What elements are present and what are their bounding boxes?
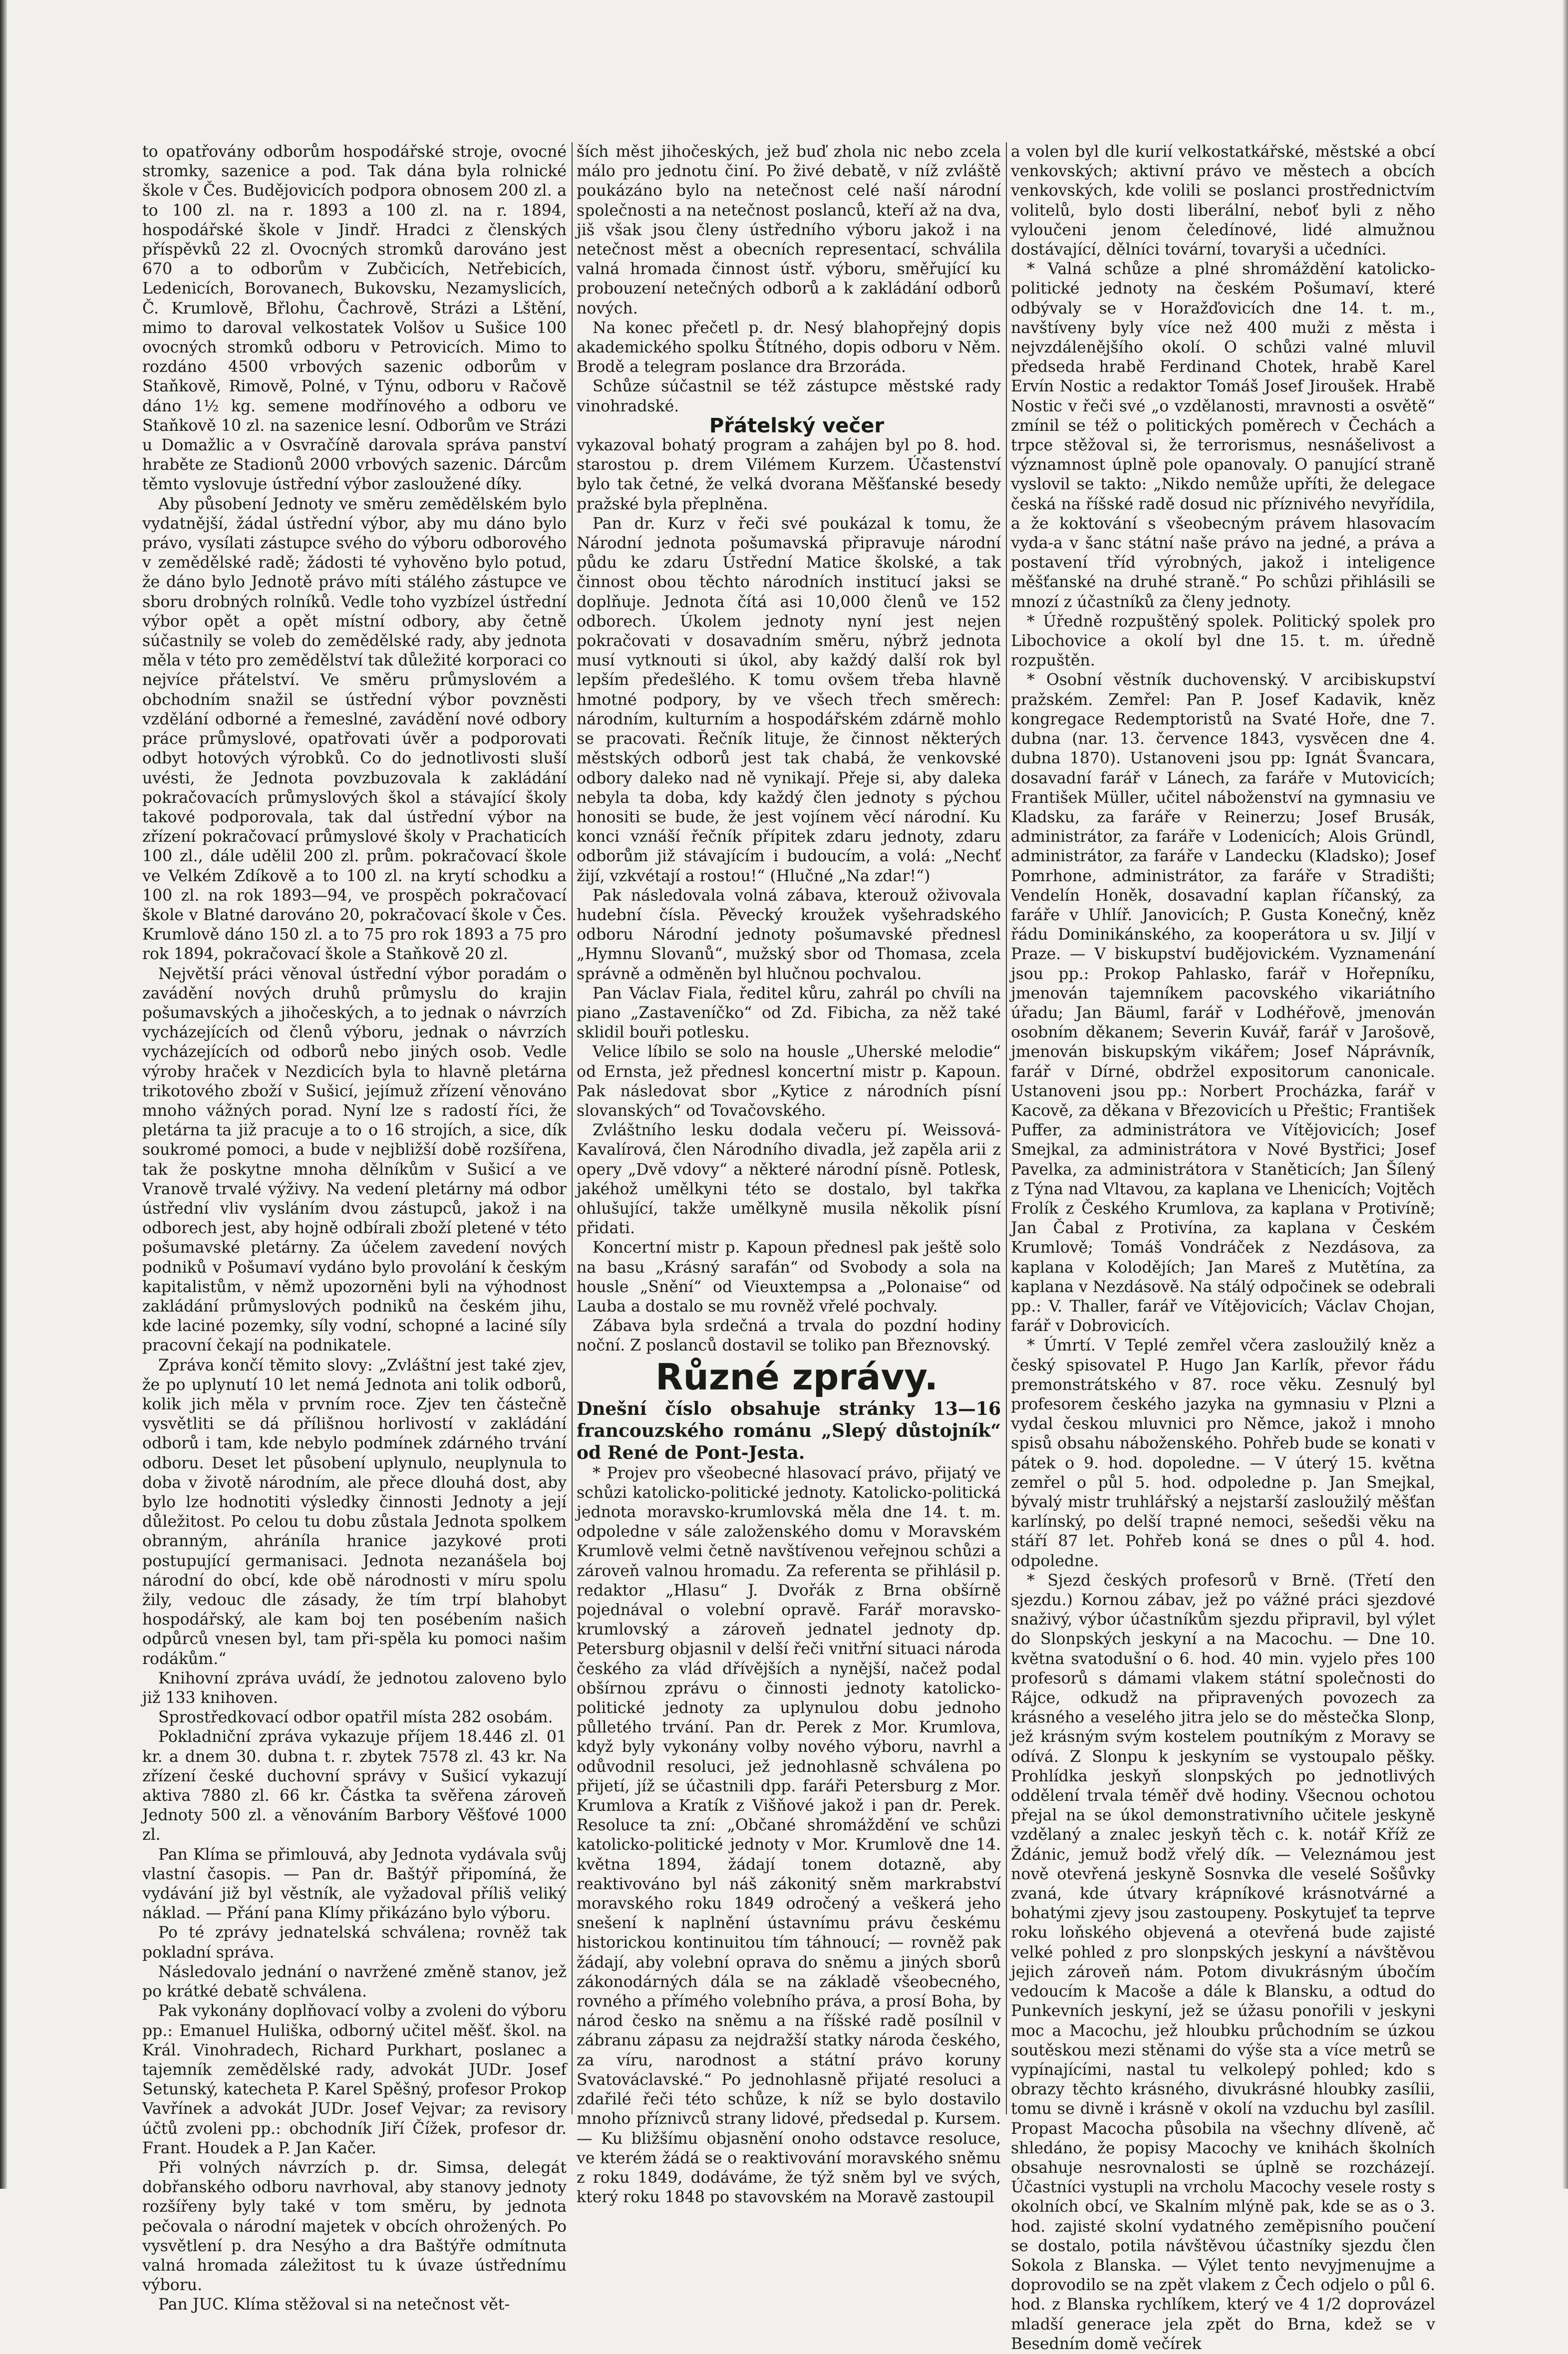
- scan-edge-right: [1563, 0, 1568, 2189]
- paragraph: Na konec přečetl p. dr. Nesý blahopřejný dopis akademického spolku Štítného, dopis odboru v Něm. Brodě a telegram poslance dra Brzoráda.: [577, 319, 1001, 376]
- paragraph: * Projev pro všeobecné hlasovací právo, přijatý ve schůzi katolicko-politické jednoty. Katolicko-politická jednota moravsko-krumlovská měla dne 14. t. m. odpoledne v sále založenského domu v Moravském Krumlově velmi četně navštívenou veřejnou schůzi a zároveň valnou hromadu. Za referenta se přihlásil p. redaktor „Hlasu“ J. Dvořák z Brna obšírně pojednával o volební opravě. Farář moravsko-krumlovský a zároveň jednatel jednoty dp. Petersburg objasnil v delší řeči vnitřní situaci národa českého za vlád dřívějších a nynější, načež podal obšírnou zprávu o činnosti jednoty katolicko-politické jednoty za uplynulou dobu jednoho půlletého trvání. Pan dr. Perek z Mor. Krumlova, když byly vykonány volby nového výboru, navrhl a odůvodnil resoluci, jež jednohlasně schválena po přijetí, jíž se účastnili dpp. faráři Petersburg z Mor. Krumlova a Kratík z Višňové jakož i pan dr. Perek. Resoluce ta zní: „Občané shromáždění ve schůzi katolicko-politické jednoty v Mor. Krumlově dne 14. května 1894, žádají tonem dotazně, aby reaktivováno byl náš zákonitý sněm markrabství moravského roku 1849 odročený a veškerá jeho snešení k naplnění ústavnímu právu českému historickou kontinuitou tím táhnoucí; — rovněž pak žádají, aby volební oprava do sněmu a jiných sborů zákonodárných dála se na základě všeobecného, rovného a přímého volebního práva, a prosí Boha, by národ česko na sněmu a na říšské radě posílnil v zábranu zápasu za nejdražší statky národa českého, za víru, narodnost a státní právo koruny Svatováclavské.“ Po jednohlasně přijaté resoluci a zdařilé řeči této schůze, k níž se bylo dostavilo mnoho příznivců strany lidové, předsedal p. Kursem. — Ku bližšímu objasnění onoho odstavce resoluce, ve kterém žádá se o reaktivování moravského sněmu z roku 1849, dodáváme, že týž sněm byl ve svých, který roku 1848 po stavovském na Moravě zastoupil: [577, 1464, 1001, 2207]
- paragraph: Sprostředkovací odbor opatřil místa 282 osobám.: [158, 1708, 553, 1727]
- paragraph: * Valná schůze a plné shromáždění katolicko-politické jednoty na českém Pošumaví, které odbývaly se v Horažďovicích dne 14. t. m., navštíveny byly více než 400 muži z města i nejvzdálenějšího okolí. O schůzi valné mluvil předseda hrabě Ferdinand Chotek, hrabě Karel Ervín Nostic a redaktor Tomáš Josef Jiroušek. Hrabě Nostic v řeči své „o vzdělanosti, mravnosti a osvětě“ zmínil se též o politických poměrech v Čechách a trpce stěžoval si, že terrorismus, nesnášelivost a významnost úplně pole opanovaly. O panující straně vyslovil se takto: „Nikdo nemůže upříti, že delegace česká na říšské radě dosud nic příznivého nevyřídila, a že koktování s všeobecným právem hlasovacím vyda-a v šanc státní naše právo na jedné, a práva a postavení tříd výrobných, jakož i inteligence měšťanské na druhé straně.“ Po schůzi přihlásili se mnozí z účastníků za členy jednoty.: [1011, 260, 1435, 611]
- paragraph: Schůze súčastnil se též zástupce městské rady vinohradské.: [577, 377, 1001, 415]
- paragraph: Pan Klíma se přimlouvá, aby Jednota vydávala svůj vlastní časopis. — Pan dr. Baštýř připomíná, že vydávání již byl věstník, ale vyžadoval příliš veliký náklad. — Přání pana Klímy přikázáno bylo výboru.: [142, 1845, 567, 1923]
- paragraph: * Osobní věstník duchovenský. V arcibiskupství pražském. Zemřel: Pan P. Josef Kadavik, kněz kongregace Redemptoristů na Svaté Hoře, dne 7. dubna (nar. 13. července 1843, vysvěcen dne 4. dubna 1870). Ustanoveni jsou pp: Ignát Švancara, dosavadní farář v Lánech, za faráře v Mutovicích; František Müller, učitel náboženství na gymnasiu ve Kladsku, za faráře v Reinerzu; Josef Brusák, administrátor, za faráře v Lodenicích; Alois Gründl, administrátor, za faráře v Landecku (Kladsko); Josef Pomrhone, administrátor, za faráře v Stradišti; Vendelín Honěk, dosavadní kaplan říčanský, za faráře v Uhlíř. Janovicích; P. Gusta Konečný, kněz řádu Dominikánského, za kooperátora u sv. Jiljí v Praze. — V biskupství budějovickém. Vyznamenání jsou pp.: Prokop Pahlasko, farář v Hořepníku, jmenován tajemníkem pacovského vikariátního úřadu; Jan Bäuml, farář v Lodhéřově, jmenován osobním děkanem; Severin Kuvář, farář v Jarošově, jmenován biskupským vikářem; Josef Náprávník, farář v Dírné, obdržel expositorum canonicale. Ustanoveni jsou pp.: Norbert Procházka, farář v Kacově, za děkana v Březovicích u Přeštic; František Puffer, za administrátora ve Vítějovicích; Josef Smejkal, za administrátora v Nové Bystřici; Josef Pavelka, za administrátora v Staněticích; Jan Šílený z Týna nad Vltavou, za kaplana ve Lhenicích; Vojtěch Frolík z Českého Krumlova, za kaplana v Protivíně; Jan Čabal z Protivína, za kaplana v Českém Krumlově; Tomáš Vondráček z Nezdásova, za kaplana v Kolodějích; Jan Mareš z Mutětína, za kaplana v Nezdásově. Na stálý odpočinek se odebrali pp.: V. Thaller, farář ve Vítějovicích; Václav Chojan, farář v Dobrovicích.: [1011, 671, 1435, 1336]
- column-rule-2: [1006, 142, 1007, 2114]
- paragraph: Následovalo jednání o navržené změně stanov, jež po krátké debatě schválena.: [142, 1963, 567, 2001]
- paragraph: a volen byl dle kurií velkostatkářské, městské a obcí venkovských; aktivní právo ve městech a obcích venkovských, kde volili se poslanci prostřednictvím volitelů, bylo dosti liberální, neboť byli z něho vyloučeni jenom čeledínové, lidé almužnou dostávající, dělníci tovární, tovaryši a učedníci.: [1011, 143, 1435, 259]
- paragraph: Po té zprávy jednatelská schválena; rovněž tak pokladní správa.: [142, 1924, 567, 1962]
- paragraph: Při volných návrzích p. dr. Simsa, delegát dobřanského odboru navrhoval, aby stanovy jednoty rozšířeny byly také v tom směru, by jednota pečovala o národní majetek v obcích ohrožených. Po vysvětlení p. dra Nesýho a dra Baštýře odmítnuta valná hromada záležitost tu k úvaze ústřednímu výboru.: [142, 2158, 567, 2295]
- paragraph: ších měst jihočeských, jež buď zhola nic nebo zcela málo pro jednotu činí. Po živé debatě, v níž zvláště poukázáno bylo na netečnost celé naší národní společnosti a na netečnost poslanců, kteří až na dva, jiš však jsou členy ústředního výboru jakož i na netečnost měst a obecních representací, schválila valná hromada činnost ústř. výboru, směřující ku probouzení netečných odborů a k zakládání odborů nových.: [577, 143, 1001, 318]
- column-rule-1: [572, 142, 573, 2114]
- column-1: [142, 142, 567, 2314]
- news-intro: Dnešní číslo obsahuje stránky 13—16 francouzského románu „Slepý důstojník“ od René de Pont-Jesta.: [577, 1398, 1001, 1463]
- section-heading-news: Různé zprávy.: [655, 1355, 938, 1398]
- paragraph: Velice líbilo se solo na housle „Uherské melodie“ od Ernsta, jež přednesl koncertní mistr p. Kapoun. Pak následovat sbor „Kytice z národních písní slovanských“ od Tovačovského.: [577, 1043, 1001, 1120]
- paragraph: Pan dr. Kurz v řeči své poukázal k tomu, že Národní jednota pošumavská připravuje národní půdu ke zdaru Ústřední Matice školské, a tak činnost obou těchto národních institucí jaksi se doplňuje. Jednota čítá asi 10,000 členů ve 152 odborech. Úkolem jednoty nyní jest nejen pokračovati v dosavadním směru, nýbrž jednota musí vytknouti si úkol, aby každý další rok byl lepším předešlého. K tomu ovšem třeba hlavně hmotné podpory, by ve všech třech směrech: národním, kulturním a hospodářském zdárně mohlo se pracovati. Řečník lituje, že činnost některých městských odborů jest tak chabá, že venkovské odbory daleko nad ně vynikají. Přeje si, aby daleka nebyla ta doba, kdy každý člen jednoty s pýchou honositi se bude, že jest vojínem věcí národní. Ku konci vznáší řečník přípitek zdaru jednoty, zdaru odborům již stávajícím i budoucím, a volá: „Nechť žijí, vzkvétají a rostou!“ (Hlučné „Na zdar!“): [577, 514, 1001, 885]
- scan-edge-left: [0, 0, 7, 2189]
- column-3: [1011, 142, 1435, 2353]
- paragraph: Pokladniční zpráva vykazuje příjem 18.446 zl. 01 kr. a dnem 30. dubna t. r. zbytek 7578 zl. 43 kr. Na zřízení české duchovní správy v Sušicí vykazují aktiva 7880 zl. 66 kr. Částka ta svěřena zároveň Jednoty 500 zl. a věnováním Barbory Věšťové 1000 zl.: [142, 1728, 567, 1844]
- paragraph: Aby působení Jednoty ve směru zemědělském bylo vydatnější, žádal ústřední výbor, aby mu dáno bylo právo, vysílati zástupce svého do výboru odborového v zemědělské radě; žádosti té vyhověno bylo potud, že dáno bylo Jednotě právo míti stálého zástupce ve sboru drobných rolníků. Vedle toho vyzbízel ústřední výbor opět a opět místní odbory, aby četně súčastnily se voleb do zemědělské rady, aby jednota měla v této pro zemědělství tak důležité korporaci co nejvíce přátelství. Ve směru průmyslovém a obchodním snažil se ústřední výbor povzněsti vzdělání odborné a řemeslné, zavádění nové odbory práce průmyslové, opatřovati úvěr a podporovati odbyt hotových výrobků. Co do jednotlivosti sluší uvésti, že Jednota povzbuzovala k zakládání pokračovacích průmyslových škol a stávající školy takové podporovala, tak dal ústřední výbor na zřízení pokračovací průmyslové školy v Prachaticích 100 zl., dále udělil 200 zl. prům. pokračovací škole ve Velkém Zdíkově a to 100 zl. na krytí schodku a 100 zl. na rok 1893—94, ve prospěch pokračovací škole v Blatné darováno 20, pokračovací škole v Čes. Krumlově dáno 150 zl. a to 75 pro rok 1893 a 75 pro rok 1894, pokračovací škole a Staňkově 20 zl.: [142, 495, 567, 964]
- paragraph: Zábava byla srdečná a trvala do pozdní hodiny noční. Z poslanců dostavil se toliko pan Březnovský.: [577, 1317, 1001, 1355]
- newspaper-page: [142, 142, 1440, 2353]
- column-2: [577, 142, 1001, 2207]
- paragraph: Knihovní zpráva uvádí, že jednotou zaloveno bylo již 133 knihoven.: [142, 1669, 567, 1707]
- paragraph: Pan Václav Fiala, ředitel kůru, zahrál po chvíli na piano „Zastaveníčko“ od Zd. Fibicha, za něž také sklidil bouři potlesku.: [577, 984, 1001, 1042]
- section-heading-friendly-evening: Přátelský večer: [709, 414, 885, 437]
- paragraph: Největší práci věnoval ústřední výbor poradám o zavádění nových druhů průmyslu do krajin pošumavských a jihočeských, a to jednak o návrzích vycházejících od členů výboru, jednak o návrzích vycházejících od odborů nebo jiných osob. Vedle výroby hraček v Nezdicích byla to hlavně pletárna trikotového zboží v Sušicí, jejímuž zřízení věnováno mnoho vážných porad. Nyní lze s radostí říci, že pletárna ta již pracuje a to o 16 strojích, a sice, dík soukromé pomoci, a bude v nejbližší době rozšířena, tak že poskytne mnoha dělníkům v Sušicí a ve Vranově trvalé výživy. Na vedení pletárny má odbor ústřední vliv vysláním dvou zástupců, jakož i na odborech jest, aby hojně odbírali zboží pletené v této pošumavské pletárny. Za účelem zavedení nových podniků v Pošumaví vydáno bylo provolání k českým kapitalistům, v němž upozorněni byli na výhodnost zakládání průmyslových podniků na českém jihu, kde laciné pozemky, síly vodní, schopné a laciné síly pracovní čekají na podnikatele.: [142, 965, 567, 1355]
- paragraph: Koncertní mistr p. Kapoun přednesl pak ještě solo na basu „Krásný sarafán“ od Svobody a sola na housle „Snění“ od Vieuxtempsa a „Polonaise“ od Lauba a dostalo se mu rovněž vřelé pochvaly.: [577, 1239, 1001, 1316]
- paragraph: Zvláštního lesku dodala večeru pí. Weissová-Kavalírová, člen Národního divadla, jež zapěla arii z opery „Dvě vdovy“ a některé národní písně. Potlesk, jakéhož umělkyni této se dostalo, byl takřka ohlušující, takže umělkyně musila několik písní přidati.: [577, 1121, 1001, 1238]
- paragraph: to opatřovány odborům hospodářské stroje, ovocné stromky, sazenice a pod. Tak dána byla rolnické škole v Čes. Budějovicích podpora obnosem 200 zl. a to 100 zl. na r. 1893 a 100 zl. na r. 1894, hospodářské škole v Jindř. Hradci z členských příspěvků 22 zl. Ovocných stromků darováno jest 670 a to odborům v Zubčicích, Netřebicích, Ledenicích, Borovanech, Bukovsku, Nezamyslicích, Č. Krumlově, Břlohu, Čachrově, Strázi a Lštění, mimo to daroval velkostatek Volšov u Sušice 100 ovocných stromků odboru v Petrovicích. Mimo to rozdáno 4500 vrbových sazenic odborům v Staňkově, Rimově, Polné, v Týnu, odboru v Račově dáno 1½ kg. semene modřínového a odboru ve Staňkově 10 zl. na sazenice lesní. Odborům ve Strázi u Domažlic a v Osvračíně darovala správa panství hraběte ze Stadionů 2000 vrbových sazenic. Dárcům těmto vyslovuje ústřední výbor zasloužené díky.: [142, 143, 567, 494]
- paragraph: Pak vykonány doplňovací volby a zvoleni do výboru pp.: Emanuel Huliška, odborný učitel měšť. škol. na Král. Vinohradech, Richard Purkhart, poslanec a tajemník zemědělské rady, advokát JUDr. Josef Setunský, katecheta P. Karel Spěšný, profesor Prokop Vavřínek a advokát JUDr. Josef Vejvar; za revisory účtů zvoleni pp.: obchodník Jiří Čížek, profesor dr. Frant. Houdek a P. Jan Kačer.: [142, 2002, 567, 2157]
- paragraph: Zpráva končí těmito slovy: „Zvláštní jest také zjev, že po uplynutí 10 let nemá Jednota ani tolik odborů, kolik jich měla v prvním roce. Zjev ten částečně vysvětliti se dá přílišnou horlivostí v zakládání odborů i tam, kde nebylo podmínek zdárného trvání odboru. Deset let působení uplynulo, neuplynula to doba v životě národním, ale přece dlouhá dost, aby bylo lze hodnotiti výsledky činnosti Jednoty a její důležitost. Po celou tu dobu zůstala Jednota spolkem obranným, ahráníla hranice jazykové proti postupující germanisaci. Jednota nezanášela boj národní do obcí, kde obě národnosti v míru spolu žily, vedouc dle zásady, že tím trpí blahobyt hospodářský, ale kam boj ten posébením našich odpůrců vnesen byl, tam při-spěla ku pomoci našim rodákům.“: [142, 1356, 567, 1668]
- paragraph: vykazoval bohatý program a zahájen byl po 8. hod. starostou p. drem Vilémem Kurzem. Účastenství bylo tak četné, že velká dvorana Měšťanské besedy pražské byla přeplněna.: [577, 436, 1001, 513]
- paragraph: * Úmrtí. V Teplé zemřel včera zasloužilý kněz a český spisovatel P. Hugo Jan Karlík, převor řádu premonstrátského v 87. roce věku. Zesnulý byl profesorem českého jazyka na gymnasiu v Plzni a vydal českou mluvnici pro Němce, jakož i mnoho spisů obsahu náboženského. Pohřeb bude se konati v pátek o 9. hod. dopoledne. — V úterý 15. května zemřel o půl 5. hod. odpoledne p. Jan Smejkal, bývalý mistr truhlářský a nejstarší zasloužilý měšťan karlínský, po delší trapné nemoci, sešedši věku na stáří 87 let. Pohřeb koná se dnes o půl 4. hod. odpoledne.: [1011, 1337, 1435, 1570]
- paragraph: * Sjezd českých profesorů v Brně. (Třetí den sjezdu.) Kornou zábav, jež po vážné práci sjezdové snaživý, výbor účastníkům sjezdu připravil, byl výlet do Slonpských jeskyní a na Macochu. — Dne 10. května svatodušní o 6. hod. 40 min. vyjelo přes 100 profesorů s dámami vlakem státní společnosti do Rájce, odkudž na připravených povozech za krásného a veselého jitra jelo se do městečka Slonp, jež krásným svým kostelem poutníkým z Moravy se odívá. Z Slonpu k jeskyním se vystoupalo pěšky. Prohlídka jeskyň slonpských po jednotlivých oddělení trvala téměř dvě hodiny. Všecnou ochotou přejal na se úkol demonstrativního učitele jeskyně vzdělaný a znalec jeskyň těch c. k. notář Kříž ze Ždánic, jemuž bodž vřelý dík. — Veleznámou jest nově otevřená jeskyně Sosnvka dle veselé Sošůvky zvaná, kde útvary krápníkové krásnotvárné a bohatými zjevy jsou zastoupeny. Poskytujeť ta teprve roku loňského objevená a otevřená bude zajisté velké pohled z pro slonpských jeskyní a návštěvou jejich zároveň nám. Potom divukrásným úbočím vedoucím k Macoše a dále k Blansku, a odtud do Punkevních jeskyní, jež se úžasu ponořili v jeskyni moc a Macochu, jež hloubku průchodním se úzkou soutěskou mezi stěnami do výše sta a více metrů se vypínajícími, nastal tu velkolepý pohled; kdo s obrazy těchto krásného, divukrásné hloubky zasílii, tomu se divně i krásně v okolí na vzduchu byl zasílil. Propast Macocha působila na všechny dlíveně, ač shledáno, že popisy Macochy ve knihách školních obsahuje nesrovnalosti se úplně se rozcházejí. Účastníci vystupli na vrcholu Macochy vesele rosty s okolních obcí, ve Skalním mlýně pak, kde se as o 3. hod. zajisté skolní vydatného zeměpisního poučení se dostalo, potila návštěvou účastníky sjezdu člen Sokola z Blanska. — Výlet tento nevyjmenujme a doprovodilo se na zpět vlakem z Čech odjelo o půl 6. hod. z Blanska rychlíkem, který ve 4 1/2 doprovázel mladší generace jela zpět do Brna, kdež se v Besedním domě večírek: [1011, 1571, 1435, 2353]
- paragraph: Pak následovala volná zábava, kterouž oživovala hudební čísla. Pěvecký kroužek vyšehradského odboru Národní jednoty pošumavské přednesl „Hymnu Slovanů“, mužský sbor od Thomasa, zcela správně a odměněn byl hlučnou pochvalou.: [577, 886, 1001, 983]
- paragraph: Pan JUC. Klíma stěžoval si na netečnost vět-: [158, 2296, 510, 2314]
- paragraph: * Úředně rozpuštěný spolek. Politický spolek pro Libochovice a okolí byl dne 15. t. m. úředně rozpuštěn.: [1011, 612, 1435, 670]
